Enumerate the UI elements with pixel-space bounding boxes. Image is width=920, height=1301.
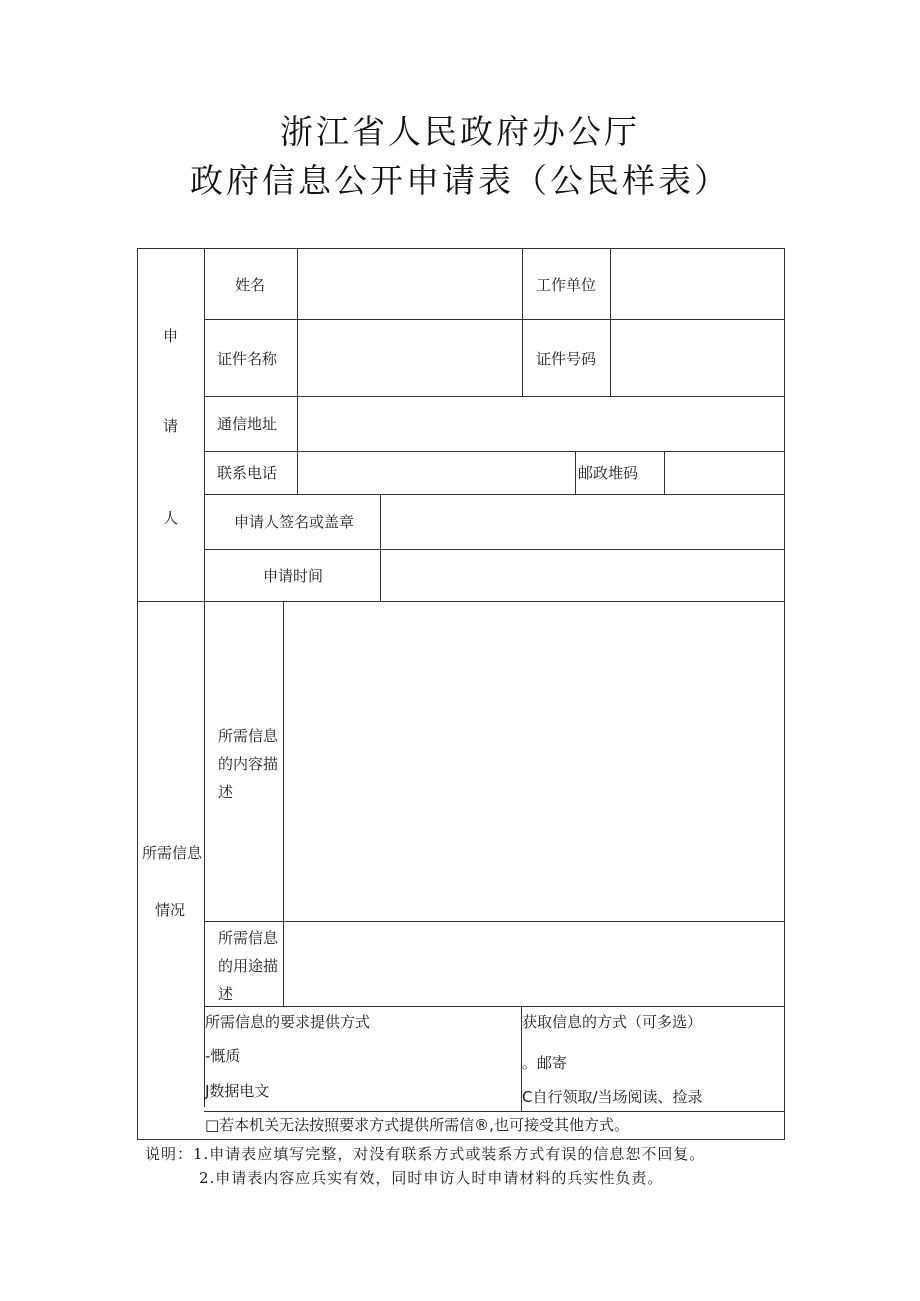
address-label: 通信地址 xyxy=(217,415,278,433)
id-type-label: 证件名称 xyxy=(217,350,278,368)
method-option-mail[interactable]: 。邮寄 xyxy=(522,1054,568,1072)
table-border-bottom xyxy=(137,1139,785,1140)
content-field[interactable] xyxy=(284,602,784,921)
id-number-label: 证件号码 xyxy=(536,350,597,368)
name-label: 姓名 xyxy=(235,276,266,294)
id-type-field[interactable] xyxy=(298,320,522,396)
work-unit-label: 工作单位 xyxy=(536,276,597,294)
applicant-group-char: 申 xyxy=(163,327,179,345)
address-field[interactable] xyxy=(298,397,784,451)
group-column-divider xyxy=(204,248,205,1107)
work-unit-field[interactable] xyxy=(611,249,784,319)
signature-label: 申请人签名或盖章 xyxy=(234,513,355,531)
method-title: 获取信息的方式（可多选） xyxy=(522,1013,703,1031)
method-option-self[interactable]: C自行领取/当场阅读、捡录 xyxy=(522,1088,703,1106)
row-divider xyxy=(204,1006,785,1007)
applicant-group-char: 人 xyxy=(163,509,179,527)
purpose-label: 述 xyxy=(218,985,234,1003)
date-label: 申请时间 xyxy=(263,567,324,585)
info-group-label: 情况 xyxy=(155,901,186,919)
row-divider xyxy=(204,1111,785,1112)
document-subtitle: 政府信息公开申请表（公民样表） xyxy=(190,161,730,200)
notes-line-1: 说明：1.申请表应填写完整，对没有联系方式或装系方式有误的信息恕不回复。 xyxy=(145,1145,706,1163)
document-title: 浙江省人民政府办公厅 xyxy=(280,112,640,151)
name-field[interactable] xyxy=(298,249,522,319)
id-number-field[interactable] xyxy=(611,320,784,396)
format-title: 所需信息的要求提供方式 xyxy=(205,1013,371,1031)
format-option-electronic[interactable]: J数据电文 xyxy=(205,1082,270,1100)
postcode-field[interactable] xyxy=(665,452,784,494)
postcode-label: 邮政堆码 xyxy=(578,464,639,482)
signature-field[interactable] xyxy=(381,495,784,549)
alternative-option[interactable]: □若本机关无法按照要求方式提供所需信®,也可接受其他方式。 xyxy=(205,1116,629,1134)
content-label: 所需信息 xyxy=(218,727,279,745)
format-option-paper[interactable]: -慨质 xyxy=(205,1047,241,1065)
applicant-group-char: 请 xyxy=(163,417,179,435)
purpose-field[interactable] xyxy=(284,922,784,1006)
col-divider xyxy=(522,248,523,397)
purpose-label: 所需信息 xyxy=(218,929,279,947)
content-label: 的内容描 xyxy=(218,755,279,773)
notes-line-2: 2.申请表内容应兵实有效，同时申访人时申请材料的兵实性负责。 xyxy=(199,1169,664,1187)
phone-label: 联系电话 xyxy=(217,464,278,482)
content-label: 述 xyxy=(218,783,234,801)
info-group-label: 所需信息 xyxy=(142,844,203,862)
date-field[interactable] xyxy=(381,550,784,601)
col-divider xyxy=(575,451,576,495)
table-border-left xyxy=(137,248,138,1140)
purpose-label: 的用途描 xyxy=(218,957,279,975)
phone-field[interactable] xyxy=(298,452,575,494)
